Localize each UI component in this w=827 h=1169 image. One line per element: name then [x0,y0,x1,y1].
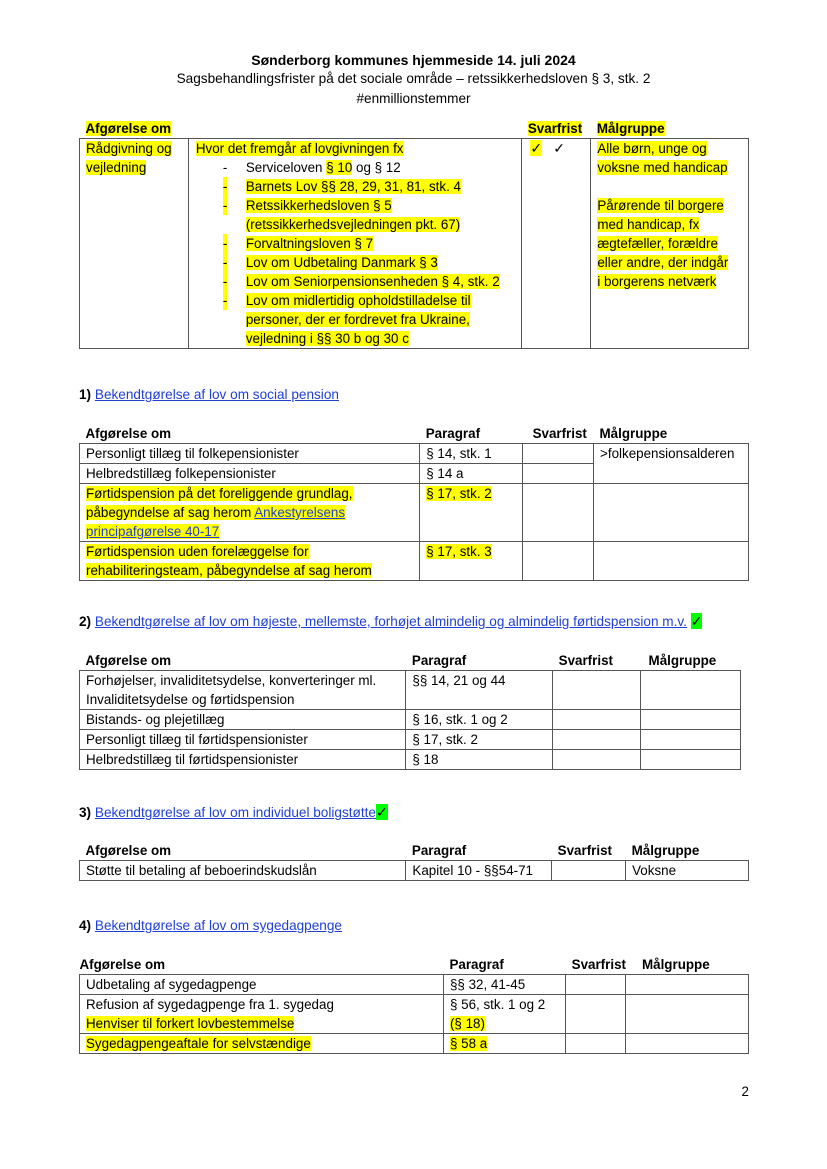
list-item: - Serviceloven § 10 og § 12 [222,160,401,175]
list-item: - Forvaltningsloven § 7 [222,236,374,251]
table-row: Førtidspension på det foreliggende grundlag, påbegyndelse af sag herom Ankestyrelsens principafgørelse 40-17 § 17, stk. 2 [80,484,749,542]
col-header: Målgruppe [626,955,749,975]
col-header: Afgørelse om [80,651,406,671]
check-icon: ✓ [690,613,703,629]
check-icon: ✓ [553,140,566,156]
col-header: Svarfrist [566,955,626,975]
section-heading: 4) Bekendtgørelse af lov om sygedagpenge [79,918,342,933]
table-row: Personligt tillæg til førtidspensionister § 17, stk. 2 [80,730,741,750]
list-item: - Lov om midlertidig opholdstilladelse til personer, der er fordrevet fra Ukraine, vejledning i §§ 30 b og 30 c [222,293,471,346]
table-row: Forhøjelser, invaliditetsydelse, konverteringer ml. Invaliditetsydelse og førtidspension §§ 14, 21 og 44 [80,671,741,710]
list-item: - Lov om Udbetaling Danmark § 3 [222,255,438,270]
section-heading: 1) Bekendtgørelse af lov om social pension [79,387,339,402]
page-title: Sønderborg kommunes hjemmeside 14. juli 2024 [251,52,576,68]
list-item: - Barnets Lov §§ 28, 29, 31, 81, stk. 4 [222,179,461,194]
table-row: Førtidspension uden forelæggelse for rehabiliteringsteam, påbegyndelse af sag herom § 17, stk. 3 [80,542,749,581]
table-social-pension [79,424,749,581]
table-row: Personligt tillæg til folkepensionister § 14, stk. 1 >folkepensionsalderen [80,444,749,464]
table-row: Helbredstillæg til førtidspensionister § 18 [80,750,741,770]
table-row: Sygedagpengeaftale for selvstændige § 58 a [80,1034,749,1054]
check-icon: ✓ [530,140,543,156]
col-header: Svarfrist [523,424,594,444]
col-header: Afgørelse om [80,424,420,444]
ruling-link[interactable]: Ankestyrelsens [254,505,346,520]
col-header: Paragraf [406,841,552,861]
col-header: Målgruppe [591,119,749,139]
col-header: Målgruppe [626,841,749,861]
col-header: Svarfrist [553,651,641,671]
law-link[interactable]: § 10 [326,160,353,175]
table-row: Støtte til betaling af beboerindskudslån Kapitel 10 - §§54-71 Voksne [80,861,749,881]
col-header: Afgørelse om [80,119,189,139]
check-icon: ✓ [375,804,388,820]
table-row: Rådgivning og vejledning Hvor det fremgår af lovgivningen fx - Serviceloven § 10 og § 12 - Barnets Lov §§ 28, 29, 31, 81, stk. 4 - Retssikkerhedsloven § 5 (retssikkerhedsvejledningen pkt. 67) - Forvaltningsloven § 7 - Lov om Udbetaling Danmark § 3 - Lov om Seniorpensionsenheden § 4, stk. 2 - Lov om midlertidig opholdstilladelse til personer, der er fordrevet fra Ukraine, vejledning i §§ 30 b og 30 c ✓ ✓ Alle børn, unge og voksne med handicap Pårørende til borgere med handicap, fx ægtefæller, forældre eller andre, der indgår i borgerens netværk [80,139,749,349]
law-link[interactable]: Bekendtgørelse af lov om individuel boligstøtte [94,805,376,820]
law-intro: Hvor det fremgår af lovgivningen fx [195,141,404,156]
table-early-pension [79,651,741,770]
table-row: Bistands- og plejetillæg § 16, stk. 1 og 2 [80,710,741,730]
law-list [196,158,522,348]
table-general-guidance [79,119,749,349]
col-header: Svarfrist [522,119,591,139]
list-item: - Lov om Seniorpensionsenheden § 4, stk. 2 [222,274,500,289]
hashtag: #enmillionstemmer [356,91,471,106]
col-header: Paragraf [420,424,523,444]
page-number: 2 [741,1084,749,1099]
col-header: Målgruppe [594,424,749,444]
page-subtitle: Sagsbehandlingsfrister på det sociale område – retssikkerhedsloven § 3, stk. 2 [176,71,651,86]
table-row: Udbetaling af sygedagpenge §§ 32, 41-45 [80,975,749,995]
ruling-link[interactable]: principafgørelse 40-17 [86,524,220,539]
col-header: Afgørelse om [80,841,406,861]
list-item: - Retssikkerhedsloven § 5 (retssikkerhedsvejledningen pkt. 67) [222,198,461,232]
section-heading: 3) Bekendtgørelse af lov om individuel boligstøtte✓ [79,804,388,820]
col-header: Svarfrist [552,841,626,861]
col-header: Paragraf [406,651,553,671]
col-header: Paragraf [443,955,565,975]
law-link[interactable]: Bekendtgørelse af lov om social pension [94,387,339,402]
table-housing-support [79,841,749,881]
table-row: Refusion af sygedagpenge fra 1. sygedag Henviser til forkert lovbestemmelse § 56, stk. 1 og 2 (§ 18) [80,995,749,1034]
col-header: Afgørelse om [80,955,444,975]
col-header: Målgruppe [641,651,741,671]
table-sickness-benefit [79,955,749,1054]
law-link[interactable]: Bekendtgørelse af lov om højeste, mellemste, forhøjet almindelig og almindelig førtidspension m.v. [94,614,687,629]
table-row: Helbredstillæg folkepensionister § 14 a [80,464,749,484]
section-heading: 2) Bekendtgørelse af lov om højeste, mellemste, forhøjet almindelig og almindelig førtidspension m.v. ✓ [79,613,703,629]
law-link[interactable]: Bekendtgørelse af lov om sygedagpenge [94,918,342,933]
